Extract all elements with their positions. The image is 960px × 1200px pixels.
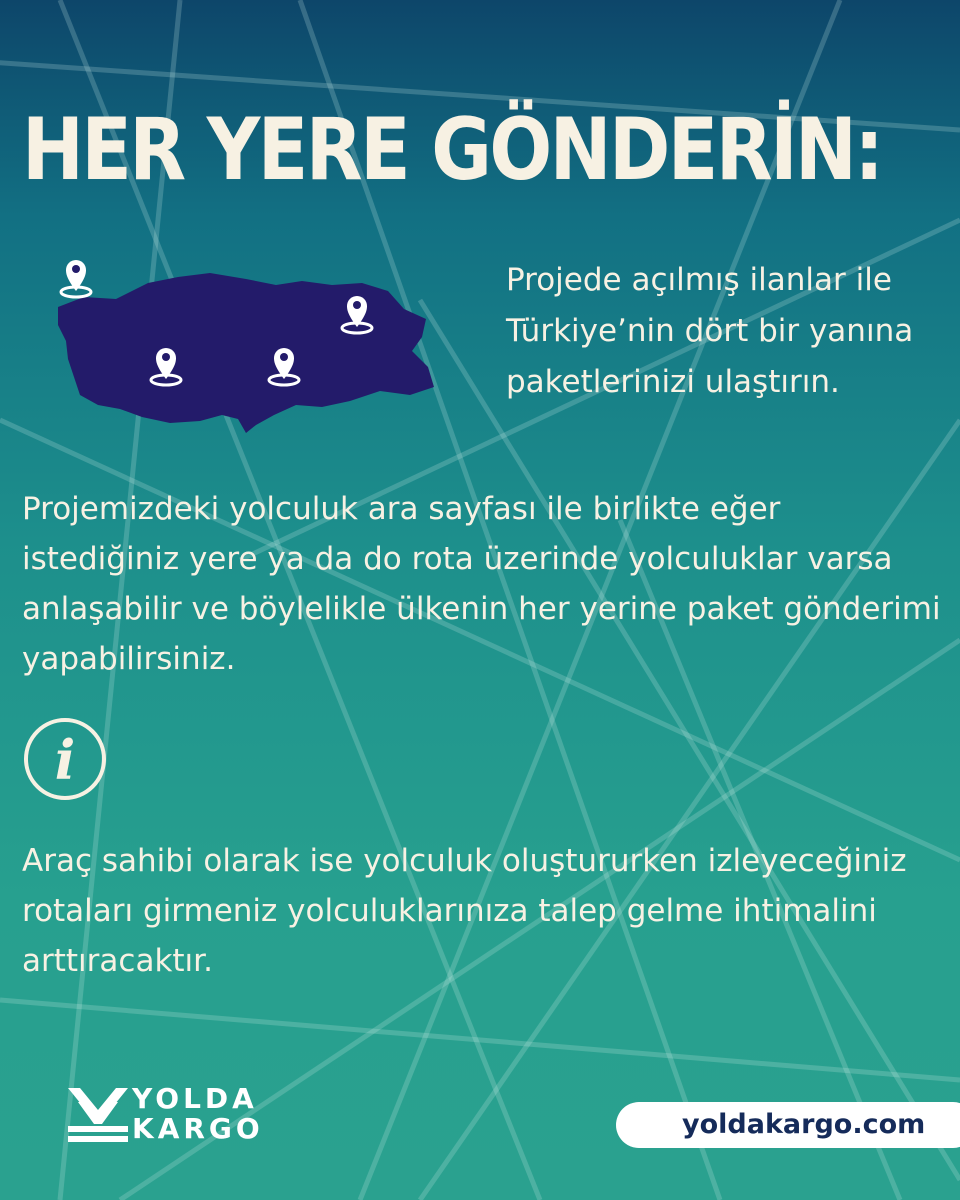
info-glyph: i (54, 728, 76, 792)
website-label: yoldakargo.com (682, 1109, 926, 1140)
turkey-map-shape (58, 273, 434, 433)
turkey-map (50, 255, 440, 445)
intro-text: Projede açılmış ilanlar ile Türkiye’nin dört bir yanına paketlerinizi ulaştırın. (506, 262, 914, 400)
brand-logo (66, 1082, 306, 1144)
page-title: HER YERE GÖNDERİN: (22, 100, 882, 200)
yolda-kargo-logo (66, 1084, 130, 1144)
brand-line-1: YOLDA (132, 1082, 258, 1115)
brand-line-2: KARGO (132, 1112, 264, 1145)
info-icon (24, 718, 106, 800)
paragraph-vehicle-owner: Araç sahibi olarak ise yolculuk oluştururken izleyeceğiniz rotaları girmeniz yolculuklarınıza talep gelme ihtimalini arttıracaktır. (22, 843, 907, 979)
website-link[interactable] (616, 1102, 960, 1148)
location-pin-icon (61, 260, 91, 297)
paragraph-route-info: Projemizdeki yolculuk ara sayfası ile birlikte eğer istediğiniz yere ya da do rota üzerinde yolculuklar varsa anlaşabilir ve böylelikle ülkenin her yerine paket gönderimi yapabilirsiniz. (22, 491, 941, 677)
